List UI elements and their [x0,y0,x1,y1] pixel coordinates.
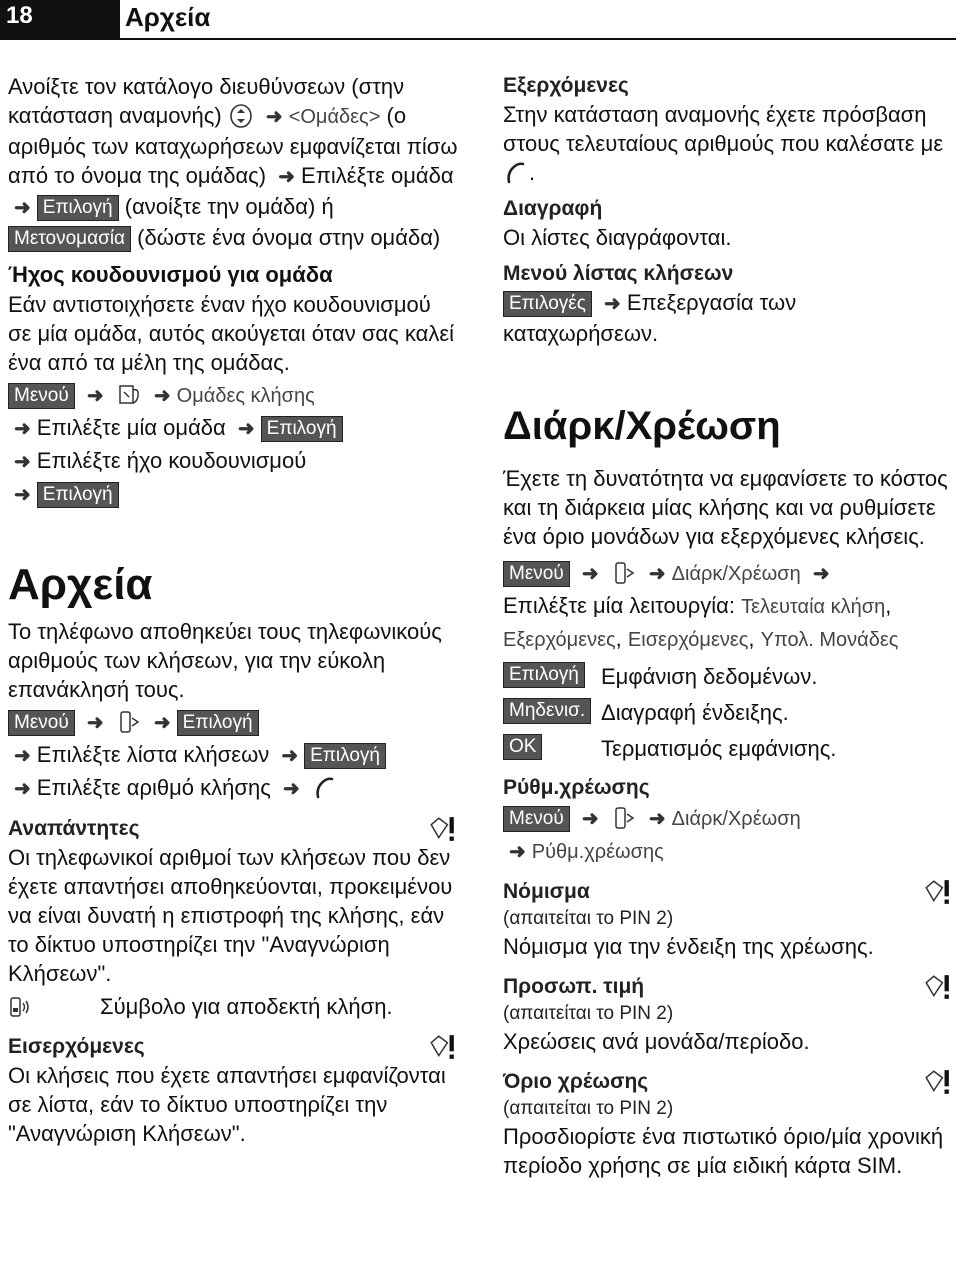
softkey-desc: Τερματισμός εμφάνισης. [601,736,837,761]
network-service-icon [921,973,953,1001]
incoming-heading-row [8,1033,458,1061]
call-records-icon [116,709,142,735]
pin-note: (απαιτείται το PIN 2) [503,1003,674,1024]
softkey-select: Επιλογή [37,195,119,221]
charge-limit-heading: Όριο χρέωσης [503,1070,649,1093]
pin-note: (απαιτείται το PIN 2) [503,1098,674,1119]
duration-steps: Μενού ➜ ➜ Διάρκ/Χρέωση ➜ Επιλέξτε μία λειτουργία: Τελευταία κλήση, Εξερχόμενες, Εισερχόμενες, Υπολ. Μονάδες [503,557,953,656]
limit-heading-row [503,1068,953,1096]
call-records-icon [611,805,637,831]
softkey-label: Μηδενισ. [503,698,591,724]
list-menu-text: Επιλογές ➜ Επεξεργασία των καταχωρήσεων. [503,290,797,346]
ring-steps: Μενού ➜ ➜ Ομάδες κλήσης ➜ Επιλέξτε μία ομάδα ➜ Επιλογή ➜ Επιλέξτε ήχο κουδουνισμού ➜ Επιλογή [8,379,458,511]
arrow-icon: ➜ [581,563,599,585]
duration-heading: Διάρκ/Χρέωση [503,404,781,448]
outgoing-text: Στην κατάσταση αναμονής έχετε πρόσβαση στους τελευταίους αριθμούς που καλέσατε με . [503,102,944,185]
softkey-select: Επιλογή [304,743,386,769]
currency-heading-row [503,878,953,906]
arrow-icon: ➜ [153,385,171,407]
incoming-heading: Εισερχόμενες [8,1035,145,1058]
duration-text: Έχετε τη δυνατότητα να εμφανίσετε το κόστος και τη διάρκεια μίας κλήσης και να ρυθμίσετε ένα όριο μονάδων για εξερχόμενες κλήσεις. [503,466,948,549]
softkey-label: OK [503,734,542,760]
arrow-icon: ➜ [281,745,299,767]
softkey-select: Επιλογή [177,710,259,736]
softkey-options: Επιλογές [503,291,592,317]
intro-paragraph: Ανοίξτε τον κατάλογο διευθύνσεων (στην κατάσταση αναμονής) ➜ <Ομάδες> (ο αριθμός των καταχωρήσεων εμφανίζεται πίσω από το όνομα της ομάδας) ➜ Επιλέξτε ομάδα ➜ Επιλογή (ανοίξτε την ομάδα) ή Μετονομασία (δώστε ένα όνομα στην ομάδα) [8,74,458,250]
call-key-icon [503,160,529,186]
missed-heading-row [8,815,458,843]
arrow-icon: ➜ [648,563,666,585]
softkey-menu: Μενού [503,561,570,587]
arrow-icon: ➜ [14,451,31,473]
network-service-icon [921,1068,953,1096]
charge-steps: Μενού ➜ ➜ Διάρκ/Χρέωση ➜ Ρύθμ.χρέωσης [503,802,953,868]
softkey-row [503,734,953,764]
nav-updown-icon [228,103,254,129]
records-text: Το τηλέφωνο αποθηκεύει τους τηλεφωνικούς αριθμούς των κλήσεων, για την εύκολη επανάκλησή τους. [8,619,442,702]
softkey-row [503,662,953,692]
delete-text: Οι λίστες διαγράφονται. [503,225,732,250]
call-key-icon [312,775,338,801]
softkey-table [503,662,953,764]
ring-text: Εάν αντιστοιχήσετε έναν ήχο κουδουνισμού σε μία ομάδα, αυτός ακούγεται όταν σας καλεί ένα από τα μέλη της ομάδας. [8,292,455,375]
charge-heading: Ρύθμ.χρέωσης [503,776,650,799]
arrow-icon: ➜ [86,712,104,734]
missed-heading: Αναπάντητες [8,817,140,840]
arrow-icon: ➜ [14,197,31,219]
softkey-desc: Διαγραφή ένδειξης. [601,700,789,725]
arrow-icon: ➜ [648,808,666,830]
softkey-menu: Μενού [8,383,75,409]
network-service-icon [426,1033,458,1061]
page-title: Αρχεία [125,2,211,32]
arrow-icon: ➜ [237,418,255,440]
page-number: 18 [0,0,120,40]
arrow-icon: ➜ [278,166,296,188]
arrow-icon: ➜ [14,778,31,800]
left-column [8,72,458,1148]
network-service-icon [426,815,458,843]
header-rule [120,38,956,40]
softkey-menu: Μενού [503,806,570,832]
arrow-icon: ➜ [153,712,171,734]
missed-text: Οι τηλεφωνικοί αριθμοί των κλήσεων που δεν έχετε απαντήσει αποθηκεύονται, προκειμένου να είναι δυνατή η επιστροφή της κλήσης, εάν το δίκτυο υποστηρίζει την "Αναγνώριση Κλήσεων". [8,845,453,986]
page-header [0,0,960,45]
phonebook-icon [116,382,142,408]
softkey-menu: Μενού [8,710,75,736]
right-column [503,72,953,1180]
currency-text: Νόμισμα για την ένδειξη της χρέωσης. [503,934,874,959]
arrow-icon: ➜ [86,385,104,407]
arrow-icon: ➜ [604,293,621,315]
records-heading: Αρχεία [8,560,153,609]
arrow-icon: ➜ [282,778,300,800]
unit-price-heading: Προσωπ. τιμή [503,975,645,998]
unit-price-text: Χρεώσεις ανά μονάδα/περίοδο. [503,1029,810,1054]
currency-heading: Νόμισμα [503,880,590,903]
pin-note: (απαιτείται το PIN 2) [503,908,674,929]
arrow-icon: ➜ [581,808,599,830]
symbol-text: Σύμβολο για αποδεκτή κλήση. [100,994,393,1019]
softkey-select: Επιλογή [37,482,119,508]
outgoing-heading: Εξερχόμενες [503,74,629,97]
unit-heading-row [503,973,953,1001]
softkey-row [503,698,953,728]
arrow-icon: ➜ [14,484,31,506]
ring-heading: Ήχος κουδουνισμού για ομάδα [8,262,333,287]
call-records-icon [611,560,637,586]
incoming-text: Οι κλήσεις που έχετε απαντήσει εμφανίζονται σε λίστα, εάν το δίκτυο υποστηρίζει την "Αναγνώριση Κλήσεων". [8,1063,446,1146]
delete-heading: Διαγραφή [503,197,603,220]
arrow-icon: ➜ [812,563,830,585]
network-service-icon [921,878,953,906]
arrow-icon: ➜ [14,418,31,440]
softkey-desc: Εμφάνιση δεδομένων. [601,664,818,689]
arrow-icon: ➜ [509,841,526,863]
records-steps: Μενού ➜ ➜ Επιλογή ➜ Επιλέξτε λίστα κλήσεων ➜ Επιλογή ➜ Επιλέξτε αριθμό κλήσης ➜ [8,706,458,805]
arrow-icon: ➜ [14,745,31,767]
charge-limit-text: Προσδιορίστε ένα πιστωτικό όριο/μία χρονική περίοδο χρήσης σε μία ειδική κάρτα SIM. [503,1124,944,1178]
list-menu-heading: Μενού λίστας κλήσεων [503,262,734,285]
arrow-icon: ➜ [265,106,283,128]
symbol-row [8,992,458,1021]
softkey-rename: Μετονομασία [8,226,131,252]
accepted-call-icon [8,994,34,1020]
softkey-label: Επιλογή [503,662,585,688]
softkey-select: Επιλογή [261,416,343,442]
